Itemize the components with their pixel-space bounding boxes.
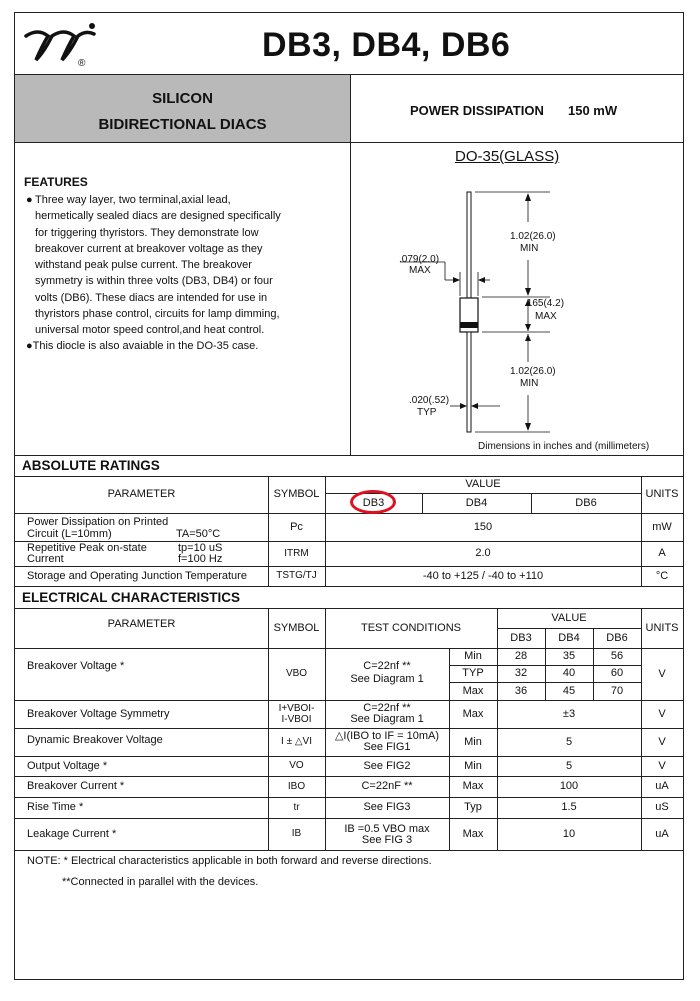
elec-row-type: Min xyxy=(464,759,482,772)
power-dissipation-label: POWER DISSIPATION xyxy=(410,103,544,118)
elec-breakover-value: 45 xyxy=(562,684,576,697)
elec-row-param: Dynamic Breakover Voltage xyxy=(27,733,163,746)
elec-breakover-test xyxy=(325,660,449,686)
elec-device-db3: DB3 xyxy=(510,631,532,644)
symbol-text: I+VBOI- xyxy=(278,703,315,714)
dim-lead-diameter-note: TYP xyxy=(417,407,437,418)
elec-breakover-value: 40 xyxy=(562,667,576,680)
features-bullet-2 xyxy=(26,340,258,352)
elec-row-param: Rise Time * xyxy=(27,801,84,814)
elec-breakover-symbol: VBO xyxy=(285,668,308,680)
registered-mark: ® xyxy=(78,58,86,69)
elec-col-parameter: PARAMETER xyxy=(107,617,176,630)
elec-breakover-param: Breakover Voltage * xyxy=(27,659,125,672)
banner-line1: SILICON xyxy=(152,90,213,107)
feature-line: This diocle is also avaiable in the DO-35 case. xyxy=(32,340,259,352)
elec-row-symbol xyxy=(268,703,325,725)
feature-line: thyristors phase control, circuits for lamp dimming, xyxy=(35,308,280,321)
note-1: NOTE: * Electrical characteristics applicable in both forward and reverse directions. xyxy=(27,855,432,867)
abs-row-power-cond: TA=50°C xyxy=(176,528,221,540)
param-text: Circuit (L=10mm) xyxy=(27,528,112,540)
elec-row-type: Min xyxy=(464,735,482,748)
elec-breakover-value: 60 xyxy=(610,667,624,680)
elec-row-test: C=22nF ** xyxy=(361,780,413,793)
note-2: **Connected in parallel with the devices. xyxy=(62,876,259,888)
feature-line: hermetically sealed diacs are designed specifically xyxy=(35,210,281,223)
test-text: △I(IBO to IF = 10mA) xyxy=(334,730,440,742)
abs-row-current-unit: A xyxy=(658,547,666,560)
cond-text: f=100 Hz xyxy=(178,553,223,565)
abs-device-db6: DB6 xyxy=(575,496,597,509)
elec-breakover-value: 28 xyxy=(514,650,528,663)
dimensions-caption: Dimensions in inches and (millimeters) xyxy=(478,441,650,452)
param-text: Current xyxy=(27,553,64,565)
elec-row-type: Max xyxy=(462,827,484,840)
elec-breakover-value: 56 xyxy=(610,650,624,663)
features-heading: FEATURES xyxy=(24,175,88,189)
elec-col-value: VALUE xyxy=(551,611,587,624)
highlight-circle xyxy=(350,490,396,514)
elec-row-unit: uS xyxy=(655,801,669,814)
power-dissipation-value: 150 mW xyxy=(568,103,618,118)
elec-row-test xyxy=(325,824,449,846)
elec-row-test: See FIG2 xyxy=(363,759,411,772)
elec-device-db4: DB4 xyxy=(558,631,580,644)
test-text: See Diagram 1 xyxy=(350,673,424,685)
abs-device-db3: DB3 xyxy=(362,496,385,509)
bullet-dot: ● xyxy=(26,194,33,206)
elec-breakover-value: 70 xyxy=(610,684,624,697)
test-text: See FIG1 xyxy=(363,741,411,753)
abs-row-temp-symbol: TSTG/TJ xyxy=(276,570,317,582)
elec-row-value: 5 xyxy=(565,735,573,748)
elec-row-symbol: IB xyxy=(291,828,302,840)
elec-row-type: Max xyxy=(462,780,484,793)
test-text: IB =0.5 VBO max xyxy=(344,823,430,835)
elec-row-symbol: tr xyxy=(293,801,300,813)
abs-row-temp-value: -40 to +125 / -40 to +110 xyxy=(422,569,544,582)
elec-row-param: Leakage Current * xyxy=(27,827,117,840)
param-text: Power Dissipation on Printed xyxy=(27,516,169,528)
package-name: DO-35(GLASS) xyxy=(455,148,560,165)
elec-row-symbol xyxy=(268,736,325,747)
abs-row-temp-param: Storage and Operating Junction Temperature xyxy=(27,569,247,582)
elec-row-test xyxy=(325,731,449,753)
param-text: Repetitive Peak on-state xyxy=(27,542,147,554)
banner-line2: BIDIRECTIONAL DIACS xyxy=(98,116,267,133)
bullet-dot: ● xyxy=(26,340,33,352)
elec-row-value: 1.5 xyxy=(561,801,577,814)
dim-diameter-note: MAX xyxy=(409,265,431,276)
dim-bottom-lead: 1.02(26.0) xyxy=(510,366,556,377)
elec-breakover-type-min: Min xyxy=(464,650,482,663)
elec-row-unit: uA xyxy=(655,827,669,840)
elec-row-test: See FIG3 xyxy=(363,801,411,814)
elec-breakover-type-typ: TYP xyxy=(462,667,484,680)
feature-line: symmetry is within three volts (DB3, DB4) or four xyxy=(35,275,273,288)
abs-col-units: UNITS xyxy=(645,488,679,501)
abs-col-parameter: PARAMETER xyxy=(107,488,176,501)
elec-row-value: ±3 xyxy=(562,707,576,720)
feature-line: for triggering thyristors. They demonstrate low xyxy=(35,226,259,239)
elec-row-symbol: IBO xyxy=(287,780,306,792)
elec-row-value: 5 xyxy=(565,759,573,772)
test-text: C=22nf ** xyxy=(363,702,411,714)
test-text: See Diagram 1 xyxy=(350,713,424,725)
features-bullet-1 xyxy=(26,192,346,339)
abs-row-power-param xyxy=(27,516,168,540)
feature-line: volts (DB6). These diacs are intended for use in xyxy=(35,291,268,304)
elec-row-param: Breakover Voltage Symmetry xyxy=(27,707,170,720)
feature-line: breakover current at breakover voltage as they xyxy=(35,242,263,255)
absolute-ratings-heading: ABSOLUTE RATINGS xyxy=(22,458,160,473)
elec-row-symbol: VO xyxy=(289,760,304,772)
page-title: DB3, DB4, DB6 xyxy=(262,26,511,64)
symbol-text: I-VBOI xyxy=(281,714,312,725)
abs-device-db4: DB4 xyxy=(465,496,488,509)
abs-col-symbol: SYMBOL xyxy=(273,488,320,501)
dim-top-lead-note: MIN xyxy=(520,243,539,254)
feature-line: universal motor speed control,and heat control. xyxy=(35,324,265,337)
elec-row-unit: V xyxy=(658,759,666,772)
elec-row-unit: V xyxy=(658,735,666,748)
elec-row-test xyxy=(325,703,449,725)
abs-row-power-unit: mW xyxy=(652,520,672,533)
abs-row-temp-unit: °C xyxy=(655,569,669,582)
feature-line: withstand peak pulse current. The breakover xyxy=(35,259,252,272)
elec-row-type: Typ xyxy=(464,801,482,814)
elec-row-unit: uA xyxy=(655,780,669,793)
elec-breakover-unit: V xyxy=(658,667,666,680)
elec-breakover-value: 35 xyxy=(562,650,576,663)
elec-row-unit: V xyxy=(658,707,666,720)
elec-row-value: 10 xyxy=(562,827,576,840)
dim-top-lead: 1.02(26.0) xyxy=(510,231,556,242)
elec-breakover-value: 32 xyxy=(514,667,528,680)
dim-body-length-note: MAX xyxy=(535,311,557,322)
abs-row-current-cond xyxy=(178,543,222,565)
dim-body-length: .165(4.2) xyxy=(524,298,565,309)
company-logo xyxy=(22,22,102,72)
abs-row-power-value: 150 xyxy=(473,520,493,533)
elec-row-param: Output Voltage * xyxy=(27,759,108,772)
package-outline-drawing xyxy=(350,170,680,445)
elec-row-type: Max xyxy=(462,707,484,720)
abs-row-current-symbol: ITRM xyxy=(284,547,309,559)
elec-col-units: UNITS xyxy=(645,621,679,634)
abs-row-power-symbol: Pc xyxy=(290,520,303,533)
dim-bottom-lead-note: MIN xyxy=(520,378,539,389)
elec-device-db6: DB6 xyxy=(606,631,628,644)
electrical-heading: ELECTRICAL CHARACTERISTICS xyxy=(22,590,241,605)
abs-row-current-value: 2.0 xyxy=(475,547,491,560)
elec-col-symbol: SYMBOL xyxy=(273,621,320,634)
dim-diameter: .079(2.0) xyxy=(399,254,440,265)
feature-line: Three way layer, two terminal,axial lead, xyxy=(35,194,231,206)
cond-text: tp=10 uS xyxy=(178,542,223,554)
elec-row-param: Breakover Current * xyxy=(27,780,125,793)
test-text: C=22nf ** xyxy=(363,660,411,672)
elec-breakover-type-max: Max xyxy=(462,684,484,697)
test-text: See FIG 3 xyxy=(361,834,413,846)
symbol-text: I ± △VI xyxy=(281,736,312,747)
dim-lead-diameter: .020(.52) xyxy=(409,395,450,406)
abs-col-value: VALUE xyxy=(465,478,501,491)
elec-row-value: 100 xyxy=(559,780,579,793)
elec-col-test: TEST CONDITIONS xyxy=(360,621,462,634)
abs-row-current-param xyxy=(27,543,147,565)
elec-breakover-value: 36 xyxy=(514,684,528,697)
